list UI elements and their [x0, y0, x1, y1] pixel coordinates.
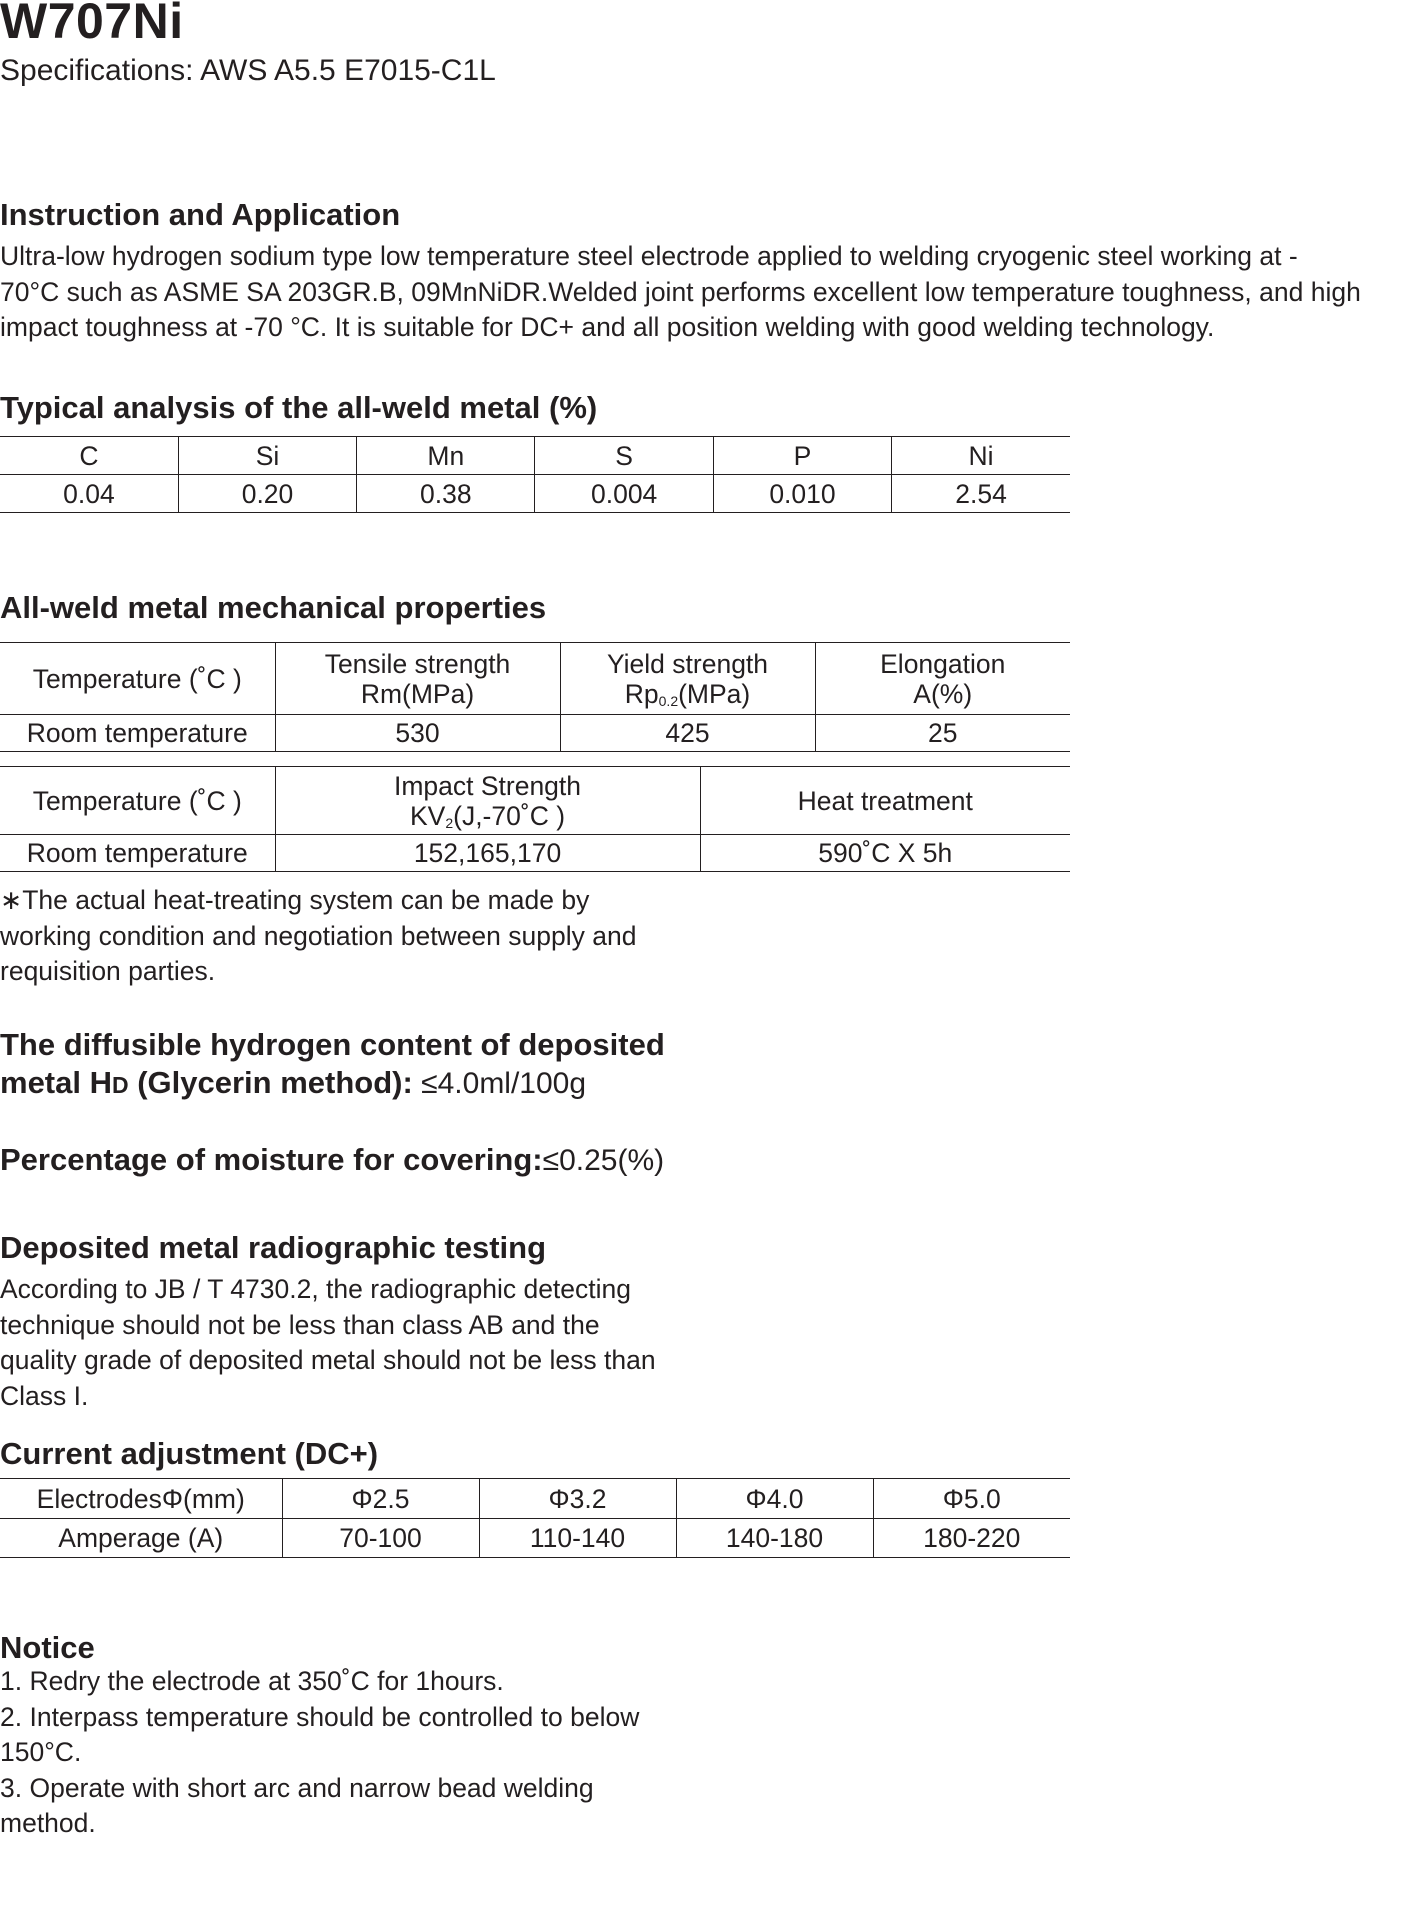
- value-p: 0.010: [713, 475, 891, 513]
- note-line: ∗The actual heat-treating system can be made by: [0, 885, 590, 915]
- notice-item: method.: [0, 1808, 96, 1838]
- impact-header-line: Impact Strength: [393, 770, 582, 801]
- radiographic-line: Class I.: [0, 1380, 89, 1411]
- value-ni: 2.54: [892, 475, 1070, 513]
- current-table: [0, 1478, 1070, 1558]
- element-si: Si: [178, 437, 356, 475]
- tensile-value: 530: [275, 715, 560, 752]
- heat-treatment-header: Heat treatment: [700, 767, 1070, 835]
- tensile-header-unit: Rm(MPa): [360, 678, 475, 709]
- diameter-5-0: Φ5.0: [873, 1479, 1070, 1519]
- diameter-2-5: Φ2.5: [282, 1479, 479, 1519]
- element-ni: Ni: [892, 437, 1070, 475]
- temperature-header: Temperature (˚C ): [32, 785, 242, 816]
- mechanical-heading: All-weld metal mechanical properties: [0, 590, 547, 625]
- notice-item: 3. Operate with short arc and narrow bead welding: [0, 1772, 594, 1803]
- amperage-value: 70-100: [282, 1519, 479, 1558]
- element-p: P: [713, 437, 891, 475]
- radiographic-line: technique should not be less than class AB and the: [0, 1309, 600, 1340]
- radiographic-line: quality grade of deposited metal should not be less than: [0, 1345, 656, 1375]
- specifications: Specifications: AWS A5.5 E7015-C1L: [0, 54, 496, 87]
- impact-header-unit: $KV_2(J,-70˚C$ ): [409, 800, 566, 831]
- note-line: working condition and negotiation between supply and: [0, 920, 637, 951]
- analysis-value-row: [0, 475, 1070, 513]
- elongation-header: [815, 643, 1070, 715]
- radiographic-heading: Deposited metal radiographic testing: [0, 1230, 547, 1265]
- hydrogen-value: ≤4.0ml/100g: [412, 1067, 587, 1100]
- element-c: C: [79, 440, 99, 471]
- hydrogen-heading: The diffusible hydrogen content of deposited: [0, 1027, 665, 1062]
- instruction-text: [0, 239, 1410, 346]
- element-mn: Mn: [357, 437, 535, 475]
- analysis-table: [0, 436, 1070, 513]
- impact-value-row: [0, 835, 1070, 872]
- note-line: requisition parties.: [0, 956, 216, 986]
- electrode-row: [0, 1479, 1070, 1519]
- amperage-value: 110-140: [479, 1519, 676, 1558]
- mechanical-table-impact: [0, 766, 1070, 872]
- hydrogen-section: [0, 1026, 665, 1104]
- notice-item: 1. Redry the electrode at 350˚C for 1hours.: [0, 1666, 504, 1696]
- impact-value: 152,165,170: [275, 835, 700, 872]
- tensile-header-row: [0, 643, 1070, 715]
- tensile-header-line: Tensile strength: [324, 648, 511, 679]
- elongation-value: 25: [815, 715, 1070, 752]
- value-mn: 0.38: [357, 475, 535, 513]
- impact-header-row: [0, 767, 1070, 835]
- electrode-label: ElectrodesΦ(mm): [36, 1483, 245, 1514]
- mechanical-table-tensile: [0, 642, 1070, 752]
- value-si: 0.20: [178, 475, 356, 513]
- row-label: Room temperature: [26, 718, 248, 748]
- element-s: S: [535, 437, 713, 475]
- value-c: 0.04: [63, 478, 115, 509]
- product-title: W707Ni: [0, 0, 184, 49]
- instruction-heading: Instruction and Application: [0, 197, 401, 232]
- amperage-label: Amperage (A): [58, 1523, 224, 1553]
- elongation-header-line: Elongation: [880, 648, 1006, 679]
- current-heading: Current adjustment (DC+): [0, 1436, 379, 1471]
- diameter-4-0: Φ4.0: [676, 1479, 873, 1519]
- heat-treatment-value: 590˚C X 5h: [700, 835, 1070, 872]
- yield-header-unit: $Rp_{0.2}(MPa)$: [624, 678, 751, 709]
- tensile-value-row: [0, 715, 1070, 752]
- yield-header: [560, 643, 815, 715]
- tensile-header: [275, 643, 560, 715]
- elongation-header-unit: A(%): [913, 678, 973, 709]
- notice-list: [0, 1664, 639, 1842]
- notice-heading: Notice: [0, 1630, 95, 1665]
- hydrogen-heading-line2: metal HD (Glycerin method): ≤4.0ml/100g: [0, 1065, 587, 1100]
- moisture-value: ≤0.25(%): [542, 1144, 665, 1177]
- instruction-line: Ultra-low hydrogen sodium type low temperature steel electrode applied to welding cryogenic steel working at -: [0, 241, 1298, 271]
- row-label: Room temperature: [26, 838, 248, 868]
- diameter-3-2: Φ3.2: [479, 1479, 676, 1519]
- radiographic-line: According to JB / T 4730.2, the radiographic detecting: [0, 1274, 632, 1304]
- moisture-label: Percentage of moisture for covering:: [0, 1142, 543, 1177]
- radiographic-text: [0, 1272, 656, 1414]
- analysis-header-row: [0, 437, 1070, 475]
- impact-header: [275, 767, 700, 835]
- analysis-heading: Typical analysis of the all-weld metal (%): [0, 390, 598, 425]
- amperage-value: 140-180: [676, 1519, 873, 1558]
- moisture-section: [0, 1142, 664, 1178]
- instruction-line: impact toughness at -70 °C. It is suitable for DC+ and all position welding with good welding technology.: [0, 312, 1215, 342]
- amperage-value: 180-220: [873, 1519, 1070, 1558]
- heat-treatment-note: [0, 883, 636, 990]
- temperature-header: Temperature (˚C ): [32, 663, 242, 694]
- instruction-line: 70°C such as ASME SA 203GR.B, 09MnNiDR.Welded joint performs excellent low temperature toughness, and high: [0, 276, 1361, 307]
- amperage-row: [0, 1519, 1070, 1558]
- yield-value: 425: [560, 715, 815, 752]
- notice-item: 2. Interpass temperature should be controlled to below: [0, 1701, 640, 1732]
- yield-header-line: Yield strength: [606, 648, 769, 679]
- value-s: 0.004: [535, 475, 713, 513]
- notice-item: 150°C.: [0, 1737, 82, 1767]
